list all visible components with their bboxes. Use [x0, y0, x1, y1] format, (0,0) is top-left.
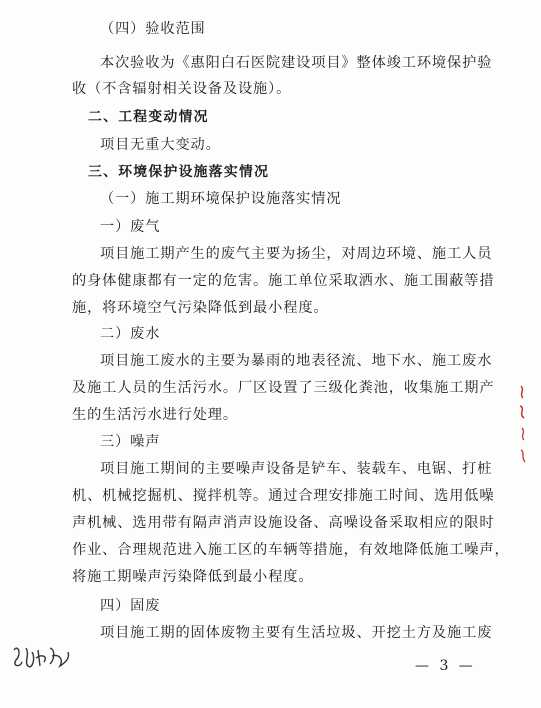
paragraph-line: 作业、合理规范进入施工区的车辆等措施，有效地降低施工噪声，: [72, 542, 510, 558]
paragraph-line: 项目无重大变动。: [100, 137, 221, 153]
paragraph-line: 的身体健康都有一定的危害。施工单位采取洒水、施工围蔽等措: [72, 273, 495, 289]
red-stamp-edge-mark: [515, 380, 535, 470]
paragraph-line: 施，将环境空气污染降低到最小程度。: [72, 300, 329, 316]
item-heading-wastewater: 二）废水: [100, 326, 161, 342]
handwritten-signature: [10, 640, 80, 678]
paragraph-line: 项目施工废水的主要为暴雨的地表径流、地下水、施工废水: [100, 353, 493, 369]
paragraph-line: 声机械、选用带有隔声消声设施设备、高噪设备采取相应的限时: [72, 515, 495, 531]
section-heading-env-facilities: 三、环境保护设施落实情况: [88, 164, 270, 180]
page-number: — 3 —: [415, 658, 476, 674]
paragraph-line: 项目施工期的固体废物主要有生活垃圾、开挖土方及施工废: [100, 625, 493, 641]
section-heading-engineering-changes: 二、工程变动情况: [88, 109, 209, 125]
paragraph-line: 及施工人员的生活污水。厂区设置了三级化粪池，收集施工期产: [72, 380, 495, 396]
item-heading-noise: 三）噪声: [100, 434, 161, 450]
paragraph-line: 项目施工期间的主要噪声设备是铲车、装载车、电锯、打桩: [100, 461, 493, 477]
section-heading-acceptance-scope: （四）验收范围: [100, 21, 206, 37]
paragraph-line: 本次验收为《惠阳白石医院建设项目》整体竣工环境保护验: [100, 55, 493, 71]
paragraph-line: 将施工期噪声污染降低到最小程度。: [72, 569, 314, 585]
item-heading-exhaust: 一）废气: [100, 219, 161, 235]
paragraph-line: 收（不含辐射相关设备及设施）。: [72, 81, 292, 97]
paragraph-line: 生的生活污水进行处理。: [72, 407, 238, 423]
paragraph-line: 机、机械挖掘机、搅拌机等。通过合理安排施工时间、选用低噪: [72, 488, 495, 504]
item-heading-solid-waste: 四）固废: [100, 598, 161, 614]
subsection-heading-construction: （一）施工期环境保护设施落实情况: [100, 191, 342, 207]
paragraph-line: 项目施工期产生的废气主要为扬尘，对周边环境、施工人员: [100, 246, 493, 262]
